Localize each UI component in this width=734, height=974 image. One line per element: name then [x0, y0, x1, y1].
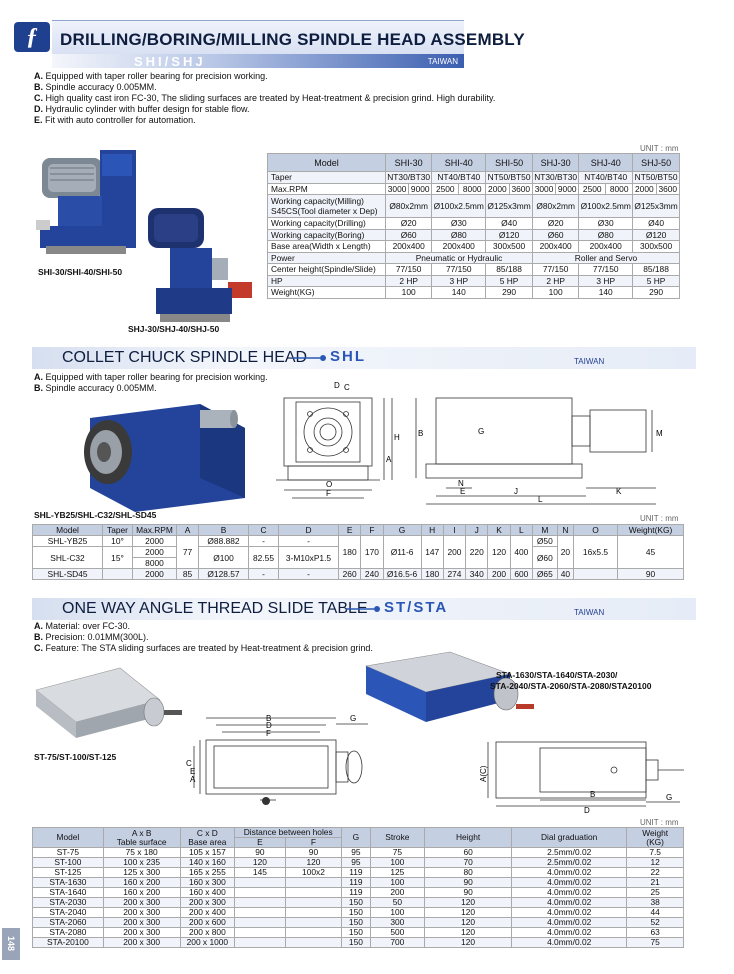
- table-cell: 200 x 1000: [180, 938, 235, 948]
- table-cell: 120: [425, 918, 512, 928]
- table-cell: 50: [370, 898, 425, 908]
- table-cell: 70: [425, 858, 512, 868]
- table-cell: 100x2: [285, 868, 342, 878]
- table-row: Working capacity(Boring) Ø60 Ø80 Ø120 Ø60 Ø80 Ø120: [268, 229, 680, 241]
- table-cell: 160 x 300: [180, 878, 235, 888]
- table-cell: 4.0mm/0.02: [512, 888, 627, 898]
- unit-label: UNIT : mm: [640, 144, 679, 153]
- arrow-icon: [292, 352, 328, 364]
- dim-label: K: [616, 487, 622, 496]
- table-cell: 145: [235, 868, 286, 878]
- section-title-shl: COLLET CHUCK SPINDLE HEAD: [62, 349, 308, 366]
- table-cell: 200: [370, 888, 425, 898]
- feature-item: A. Equipped with taper roller bearing for precision working.: [34, 71, 268, 81]
- table-cell: 95: [342, 858, 370, 868]
- table-cell: 120: [425, 898, 512, 908]
- dim-label: G: [478, 427, 485, 436]
- table-row: Taper NT30/BT30 NT40/BT40 NT50/BT50 NT30/BT30 NT40/BT40 NT50/BT50: [268, 172, 680, 184]
- table-row: [33, 888, 684, 898]
- subtitle: SHI/SHJ: [134, 54, 206, 69]
- table-header-row: Model A x B Table surface C x D Base area Distance between holes G Stroke Height Dial graduation Weight (KG): [33, 828, 684, 838]
- dim-label: H: [394, 433, 400, 442]
- table-cell: ST-125: [33, 868, 104, 878]
- feature-item: C. Feature: The STA sliding surfaces are treated by Heat-treatment & precision grind.: [34, 643, 373, 653]
- arrow-icon: [346, 603, 382, 615]
- table-cell: STA-2030: [33, 898, 104, 908]
- table-cell: 120: [425, 928, 512, 938]
- features-list-1: [34, 71, 495, 126]
- table-cell: 150: [342, 938, 370, 948]
- table-cell: 125: [370, 868, 425, 878]
- table-row: Center height(Spindle/Slide) 77/150 77/150 85/188 77/150 77/150 85/188: [268, 264, 680, 276]
- brand-logo: ƒ: [14, 22, 50, 52]
- table-row: [33, 938, 684, 948]
- table-cell: 4.0mm/0.02: [512, 928, 627, 938]
- dim-label: O: [326, 480, 333, 489]
- table-cell: [235, 878, 286, 888]
- table-cell: 4.0mm/0.02: [512, 918, 627, 928]
- table-row: HP 2 HP 3 HP 5 HP 2 HP 3 HP 5 HP: [268, 275, 680, 287]
- table-cell: 25: [627, 888, 684, 898]
- table-cell: 75: [370, 848, 425, 858]
- dim-label: N: [458, 479, 464, 488]
- table-cell: 160 x 200: [103, 888, 180, 898]
- section-subtitle-st: ST/STA: [384, 599, 449, 616]
- table-cell: [235, 918, 286, 928]
- table-cell: 200 x 300: [103, 908, 180, 918]
- feature-item: B. Spindle accuracy 0.005MM.: [34, 82, 157, 92]
- page-title: DRILLING/BORING/MILLING SPINDLE HEAD ASSEMBLY: [60, 30, 525, 49]
- table-cell: 44: [627, 908, 684, 918]
- table-cell: 4.0mm/0.02: [512, 878, 627, 888]
- origin-label: TAIWAN: [574, 608, 605, 617]
- spindle-head-illustration: [30, 138, 260, 338]
- table-cell: [285, 898, 342, 908]
- table-cell: ST-75: [33, 848, 104, 858]
- table-cell: 4.0mm/0.02: [512, 908, 627, 918]
- table-row: Base area(Width x Length) 200x400 200x400 300x500 200x400 200x400 300x500: [268, 241, 680, 253]
- table-cell: 150: [342, 928, 370, 938]
- table-cell: 63: [627, 928, 684, 938]
- table-header-row: E F: [33, 838, 684, 848]
- table-cell: 200 x 600: [180, 918, 235, 928]
- dim-label: F: [326, 489, 331, 498]
- table-cell: 150: [342, 918, 370, 928]
- table-row: 8000: [33, 558, 684, 569]
- table-cell: 119: [342, 868, 370, 878]
- origin-label: TAIWAN: [574, 357, 605, 366]
- unit-label: UNIT : mm: [640, 514, 679, 523]
- features-list-2: [34, 372, 268, 394]
- st-dimension-drawing: [186, 712, 376, 812]
- table-cell: [235, 908, 286, 918]
- table-cell: 4.0mm/0.02: [512, 868, 627, 878]
- table-cell: [235, 928, 286, 938]
- table-cell: 80: [425, 868, 512, 878]
- feature-item: B. Precision: 0.01MM(300L).: [34, 632, 149, 642]
- dim-label: B: [418, 429, 424, 438]
- dim-label: E: [190, 767, 196, 776]
- table-cell: 2.5mm/0.02: [512, 848, 627, 858]
- spec-table-st-sta: [32, 827, 684, 948]
- table-cell: 150: [342, 908, 370, 918]
- table-cell: [285, 918, 342, 928]
- feature-item: B. Spindle accuracy 0.005MM.: [34, 383, 157, 393]
- table-row: Power Pneumatic or Hydraulic Roller and Servo: [268, 252, 680, 264]
- table-cell: 500: [370, 928, 425, 938]
- table-cell: 75 x 180: [103, 848, 180, 858]
- table-cell: 4.0mm/0.02: [512, 898, 627, 908]
- table-cell: 95: [342, 848, 370, 858]
- table-row: [33, 908, 684, 918]
- table-row: [33, 918, 684, 928]
- table-cell: 160 x 400: [180, 888, 235, 898]
- table-row: [33, 928, 684, 938]
- table-row: [33, 848, 684, 858]
- features-list-3: [34, 621, 373, 654]
- table-cell: 21: [627, 878, 684, 888]
- dim-label: M: [656, 429, 663, 438]
- table-cell: 100: [370, 908, 425, 918]
- origin-label: TAIWAN: [427, 57, 458, 66]
- page-number: 148: [2, 928, 20, 960]
- dim-label: D: [266, 721, 272, 730]
- table-cell: [285, 888, 342, 898]
- table-cell: STA-2060: [33, 918, 104, 928]
- table-row: [33, 858, 684, 868]
- feature-item: A. Material: over FC-30.: [34, 621, 131, 631]
- dim-label: G: [350, 714, 357, 723]
- table-row: [33, 878, 684, 888]
- table-cell: 120: [425, 908, 512, 918]
- dim-label: L: [538, 495, 543, 504]
- feature-item: C. High quality cast iron FC-30, The sliding surfaces are treated by Heat-treatment & precision grind. High durability.: [34, 93, 496, 103]
- table-cell: 200 x 800: [180, 928, 235, 938]
- dim-label: C: [186, 759, 192, 768]
- table-cell: 4.0mm/0.02: [512, 938, 627, 948]
- table-cell: 165 x 255: [180, 868, 235, 878]
- table-row: SHL-YB25 10° 2000 77 Ø88.882 - - 180 170 Ø11-6 147 200 220 120 400 Ø50 20 16x5.5 45: [33, 536, 684, 547]
- dim-label: B: [266, 714, 272, 723]
- table-cell: 200 x 300: [103, 938, 180, 948]
- dim-label: B: [590, 790, 596, 799]
- table-cell: 100: [370, 878, 425, 888]
- table-cell: 120: [235, 858, 286, 868]
- table-cell: STA-2040: [33, 908, 104, 918]
- feature-item: A. Equipped with taper roller bearing for precision working.: [34, 372, 268, 382]
- table-cell: 125 x 300: [103, 868, 180, 878]
- table-cell: 140 x 160: [180, 858, 235, 868]
- table-cell: 200 x 300: [103, 918, 180, 928]
- table-cell: 90: [235, 848, 286, 858]
- table-cell: 22: [627, 868, 684, 878]
- table-cell: 38: [627, 898, 684, 908]
- table-cell: 7.5: [627, 848, 684, 858]
- dim-label: F: [266, 729, 271, 738]
- table-cell: 100 x 235: [103, 858, 180, 868]
- table-header-row: Model SHI-30 SHI-40 SHI-50 SHJ-30 SHJ-40 SHJ-50: [268, 154, 680, 172]
- unit-label: UNIT : mm: [640, 818, 679, 827]
- table-row: Working capacity(Drilling) Ø20 Ø30 Ø40 Ø20 Ø30 Ø40: [268, 218, 680, 230]
- dim-label: D: [334, 381, 340, 390]
- table-cell: STA-2080: [33, 928, 104, 938]
- dim-label: A(C): [479, 765, 488, 782]
- table-cell: [235, 938, 286, 948]
- dim-label: D: [584, 806, 590, 815]
- table-cell: ST-100: [33, 858, 104, 868]
- table-cell: [285, 938, 342, 948]
- caption-shl: SHL-YB25/SHL-C32/SHL-SD45: [34, 510, 157, 520]
- table-row: SHL-C32 15° 2000 Ø100 82.55 3-M10xP1.5 Ø60: [33, 547, 684, 558]
- dim-label: A: [386, 455, 392, 464]
- table-cell: 119: [342, 878, 370, 888]
- table-cell: 12: [627, 858, 684, 868]
- caption-sta-1: STA-1630/STA-1640/STA-2030/: [496, 670, 618, 680]
- table-cell: 105 x 157: [180, 848, 235, 858]
- table-cell: STA-1640: [33, 888, 104, 898]
- table-row: SHL-SD45 2000 85 Ø128.57 - - 260 240 Ø16.5-6 180 274 340 200 600 Ø65 40 90: [33, 569, 684, 580]
- section-subtitle-shl: SHL: [330, 348, 366, 365]
- dim-label: E: [460, 487, 466, 496]
- table-cell: 200 x 300: [180, 898, 235, 908]
- feature-item: D. Hydraulic cylinder with buffer design for stable flow.: [34, 104, 250, 114]
- sta-dimension-drawing: [480, 738, 692, 818]
- table-header-row: Model Taper Max.RPM A B C D E F G H I J K L M N O Weight(KG): [33, 525, 684, 536]
- table-cell: [285, 908, 342, 918]
- table-cell: [285, 878, 342, 888]
- table-cell: 150: [342, 898, 370, 908]
- table-cell: STA-20100: [33, 938, 104, 948]
- table-cell: 52: [627, 918, 684, 928]
- shl-dimension-drawing: [266, 380, 686, 510]
- table-cell: 90: [425, 878, 512, 888]
- table-cell: 90: [425, 888, 512, 898]
- table-cell: STA-1630: [33, 878, 104, 888]
- feature-item: E. Fit with auto controller for automation.: [34, 115, 196, 125]
- dim-label: G: [666, 793, 673, 802]
- table-cell: 60: [425, 848, 512, 858]
- dim-label: J: [514, 487, 518, 496]
- dim-label: A: [190, 775, 196, 784]
- table-cell: 700: [370, 938, 425, 948]
- table-cell: 120: [285, 858, 342, 868]
- table-cell: 200 x 300: [103, 898, 180, 908]
- table-cell: 120: [425, 938, 512, 948]
- table-cell: 75: [627, 938, 684, 948]
- table-row: Max.RPM 3000 9000 2500 8000 2000 3600 3000 9000 2500 8000 2000 3600: [268, 183, 680, 195]
- table-row: [33, 868, 684, 878]
- table-row: [33, 898, 684, 908]
- table-cell: [235, 888, 286, 898]
- table-row: Working capacity(Milling) S45CS(Tool diameter x Dep) Ø80x2mm Ø100x2.5mm Ø125x3mm Ø80x2mm Ø100x2.5mm Ø125x3mm: [268, 195, 680, 218]
- st-slide-illustration: [30, 660, 200, 750]
- caption-sta-2: STA-2040/STA-2060/STA-2080/STA20100: [490, 681, 652, 691]
- table-cell: [235, 898, 286, 908]
- table-cell: 160 x 200: [103, 878, 180, 888]
- caption-st: ST-75/ST-100/ST-125: [34, 752, 117, 762]
- table-cell: 119: [342, 888, 370, 898]
- table-cell: 200 x 300: [103, 928, 180, 938]
- dim-label: C: [344, 383, 350, 392]
- table-cell: 2.5mm/0.02: [512, 858, 627, 868]
- table-row: Weight(KG) 100 140 290 100 140 290: [268, 287, 680, 299]
- table-cell: 100: [370, 858, 425, 868]
- table-cell: 300: [370, 918, 425, 928]
- table-cell: 200 x 400: [180, 908, 235, 918]
- table-cell: 90: [285, 848, 342, 858]
- spec-table-shl: [32, 524, 684, 580]
- caption-shi: SHI-30/SHI-40/SHI-50: [38, 267, 123, 277]
- table-cell: [285, 928, 342, 938]
- section-title-st: ONE WAY ANGLE THREAD SLIDE TABLE: [62, 600, 368, 617]
- caption-shj: SHJ-30/SHJ-40/SHJ-50: [128, 324, 220, 334]
- collet-chuck-illustration: [50, 398, 250, 516]
- spec-table-shi-shj: [267, 153, 680, 299]
- subtitle-band: [52, 54, 464, 68]
